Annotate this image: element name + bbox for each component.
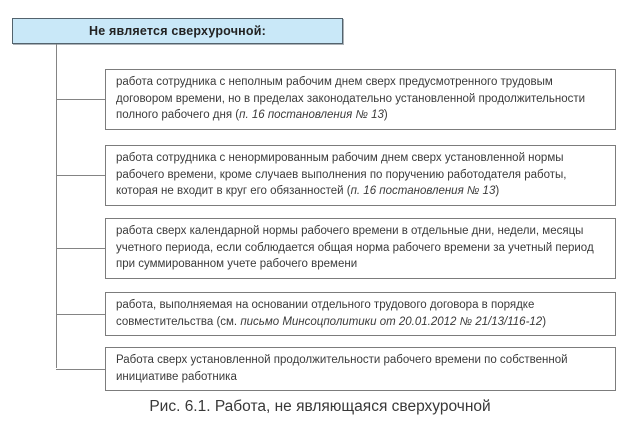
connector-branch-line bbox=[56, 175, 105, 176]
flow-row bbox=[56, 347, 616, 391]
box-text: работа сотрудника с ненормированным рабочим днем сверх установленной нормы рабочего времени, кроме случаев выполнения по поручению работодателя работы, которая не входит в круг его обязанностей ( bbox=[116, 152, 567, 198]
connector-branch-line bbox=[56, 248, 105, 249]
diagram-header-box: Не является сверхурочной: bbox=[12, 18, 343, 44]
flow-row bbox=[56, 69, 616, 130]
connector-branch-line bbox=[56, 314, 105, 315]
box-text: ) bbox=[495, 185, 500, 198]
flow-row bbox=[56, 292, 616, 336]
flow-row bbox=[56, 218, 616, 279]
box-text: работа сотрудника с неполным рабочим днем сверх предусмотренного трудовым договором времени, но в пределах законодательно установленной продолжительности полного рабочего дня ( bbox=[116, 76, 586, 122]
flow-box bbox=[105, 69, 616, 130]
connector-branch-line bbox=[56, 369, 105, 370]
box-text: работа, выполняемая на основании отдельного трудового договора в порядке совместительства (см. bbox=[116, 299, 535, 328]
box-text-italic: п. 16 постановления № 13 bbox=[239, 109, 384, 122]
flow-box bbox=[105, 292, 616, 336]
flow-row bbox=[56, 145, 616, 206]
box-text: Работа сверх установленной продолжительности рабочего времени по собственной инициативе работника bbox=[116, 354, 568, 383]
box-text-italic: письмо Минсоцполитики от 20.01.2012 № 21/13/116-12 bbox=[240, 315, 543, 328]
flow-box bbox=[105, 218, 616, 279]
flow-box bbox=[105, 145, 616, 206]
box-text: ) bbox=[542, 315, 547, 328]
box-text: работа сверх календарной нормы рабочего времени в отдельные дни, недели, месяцы учетного периода, если соблюдается общая норма рабочего времени за учетный период при суммированном учете рабочего времени bbox=[116, 225, 594, 271]
box-text-italic: п. 16 постановления № 13 bbox=[350, 185, 496, 198]
flow-box bbox=[105, 347, 616, 391]
figure-caption: Рис. 6.1. Работа, не являющаяся сверхурочной bbox=[149, 398, 491, 415]
box-text: ) bbox=[383, 109, 388, 122]
connector-branch-line bbox=[56, 99, 105, 100]
